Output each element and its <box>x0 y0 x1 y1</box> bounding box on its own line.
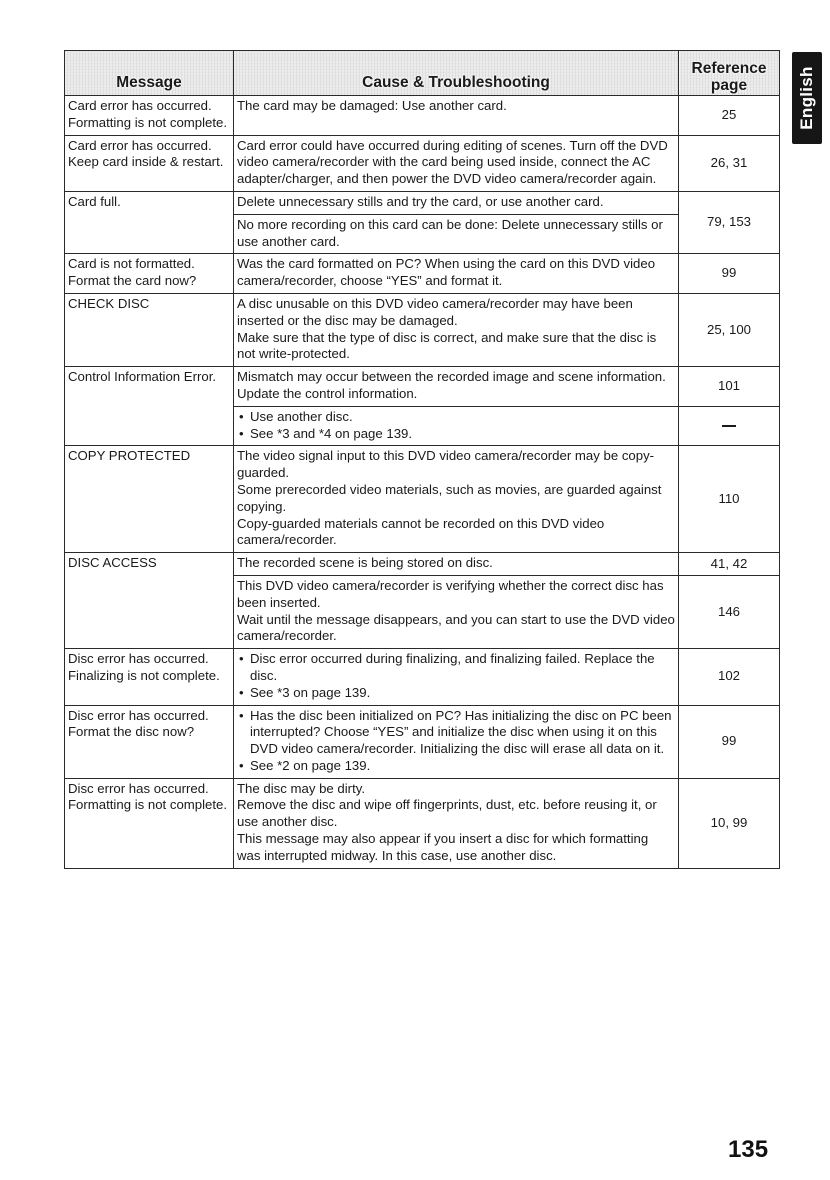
reference-page-cell: 79, 153 <box>679 191 780 253</box>
table-header-row <box>65 51 780 96</box>
cause-text: Mismatch may occur between the recorded image and scene information. <box>237 369 666 385</box>
reference-page-cell: 10, 99 <box>679 778 780 868</box>
cause-text: No more recording on this card can be done: Delete unnecessary stills or use another card. <box>237 216 663 249</box>
cause-cell <box>234 705 679 778</box>
cause-cell <box>234 191 679 214</box>
cause-text: The card may be damaged: Use another card. <box>237 98 507 113</box>
message-cell: Card error has occurred. Keep card inside & restart. <box>65 135 234 191</box>
cause-text: Make sure that the type of disc is correct, and make sure that the disc is not write-protected. <box>237 329 657 362</box>
cause-text: The video signal input to this DVD video camera/recorder may be copy-guarded. <box>237 448 655 481</box>
reference-page-cell: 41, 42 <box>679 553 780 576</box>
reference-page-cell: 110 <box>679 446 780 553</box>
message-cell: Disc error has occurred. Format the disc now? <box>65 705 234 778</box>
cause-cell <box>234 649 679 705</box>
message-cell: Disc error has occurred. Finalizing is not complete. <box>65 649 234 705</box>
cause-cell <box>234 293 679 366</box>
reference-page-cell: 26, 31 <box>679 135 780 191</box>
cause-cell <box>234 254 679 294</box>
header-cause: Cause & Troubleshooting <box>234 51 679 96</box>
header-ref-line2: page <box>710 77 748 94</box>
cause-bullet-list <box>237 651 675 701</box>
troubleshooting-table <box>64 50 780 869</box>
table-row <box>65 778 780 868</box>
message-cell: COPY PROTECTED <box>65 446 234 553</box>
message-cell: CHECK DISC <box>65 293 234 366</box>
language-tab-label: English <box>797 66 816 130</box>
cause-cell <box>234 446 679 553</box>
table-row <box>65 553 780 576</box>
cause-bullet-item: • Disc error occurred during finalizing, and finalizing failed. Replace the disc. <box>237 651 675 685</box>
cause-text: The recorded scene is being stored on disc. <box>237 555 493 571</box>
message-cell: Disc error has occurred. Formatting is not complete. <box>65 778 234 868</box>
table-row <box>65 293 780 366</box>
cause-bullet-item: • See *2 on page 139. <box>237 758 675 775</box>
cause-text: Wait until the message disappears, and you can start to use the DVD video camera/recorder. <box>237 611 675 644</box>
cause-cell <box>234 214 679 254</box>
cause-cell <box>234 553 679 576</box>
header-reference-page <box>679 51 780 96</box>
cause-text: This message may also appear if you insert a disc for which formatting was interrupted midway. In this case, use another disc. <box>237 831 649 863</box>
reference-page-cell: 101 <box>679 367 780 407</box>
cause-text: Remove the disc and wipe off fingerprints, dust, etc. before reusing it, or use another disc. <box>237 797 657 830</box>
reference-page-cell <box>679 406 780 446</box>
not-applicable-dash <box>722 425 736 427</box>
reference-page-cell: 102 <box>679 649 780 705</box>
header-message: Message <box>65 51 234 96</box>
cause-bullet-item: • Has the disc been initialized on PC? Has initializing the disc on PC been interrupted? Choose “YES” and initialize the disc when using it on this DVD video camera/recorder. Initializing the disc will erase all data on it. <box>237 708 675 758</box>
reference-page-cell: 25 <box>679 96 780 136</box>
cause-cell <box>234 96 679 136</box>
cause-text: Some prerecorded video materials, such as movies, are guarded against copying. <box>237 481 662 514</box>
cause-bullet-item: • See *3 and *4 on page 139. <box>237 426 675 443</box>
message-cell: Card error has occurred. Formatting is not complete. <box>65 96 234 136</box>
cause-text: Update the control information. <box>237 385 418 401</box>
table-row <box>65 96 780 136</box>
language-tab <box>792 52 822 144</box>
table-row <box>65 135 780 191</box>
reference-page-cell: 99 <box>679 254 780 294</box>
message-cell: Control Information Error. <box>65 367 234 446</box>
header-ref-line1: Reference <box>691 60 767 77</box>
cause-cell <box>234 406 679 446</box>
message-cell: DISC ACCESS <box>65 553 234 649</box>
message-cell: Card full. <box>65 191 234 253</box>
table-row <box>65 191 780 214</box>
table-row <box>65 705 780 778</box>
table-row <box>65 649 780 705</box>
page-number: 135 <box>728 1136 769 1163</box>
table-row <box>65 446 780 553</box>
cause-text: This DVD video camera/recorder is verifying whether the correct disc has been inserted. <box>237 577 664 610</box>
table-row <box>65 254 780 294</box>
cause-cell <box>234 135 679 191</box>
cause-text: The disc may be dirty. <box>237 780 366 796</box>
cause-text: Delete unnecessary stills and try the card, or use another card. <box>237 193 604 209</box>
reference-page-cell: 25, 100 <box>679 293 780 366</box>
cause-text: Copy-guarded materials cannot be recorded on this DVD video camera/recorder. <box>237 515 605 548</box>
cause-cell <box>234 367 679 407</box>
cause-bullet-list <box>237 708 675 775</box>
cause-text: Was the card formatted on PC? When using the card on this DVD video camera/recorder, choose “YES” and format it. <box>237 256 656 289</box>
reference-page-cell: 146 <box>679 575 780 648</box>
cause-text: Card error could have occurred during editing of scenes. Turn off the DVD video camera/recorder with the card being used inside, connect the AC adapter/charger, and then power the DVD video camera/recorder again. <box>237 137 668 187</box>
reference-page-cell: 99 <box>679 705 780 778</box>
cause-text: A disc unusable on this DVD video camera/recorder may have been inserted or the disc may be damaged. <box>237 295 633 328</box>
cause-cell <box>234 778 679 868</box>
cause-cell <box>234 575 679 648</box>
message-cell: Card is not formatted. Format the card now? <box>65 254 234 294</box>
cause-bullet-item: • See *3 on page 139. <box>237 685 675 702</box>
cause-bullet-item: • Use another disc. <box>237 409 675 426</box>
table-row <box>65 367 780 407</box>
cause-bullet-list <box>237 409 675 443</box>
